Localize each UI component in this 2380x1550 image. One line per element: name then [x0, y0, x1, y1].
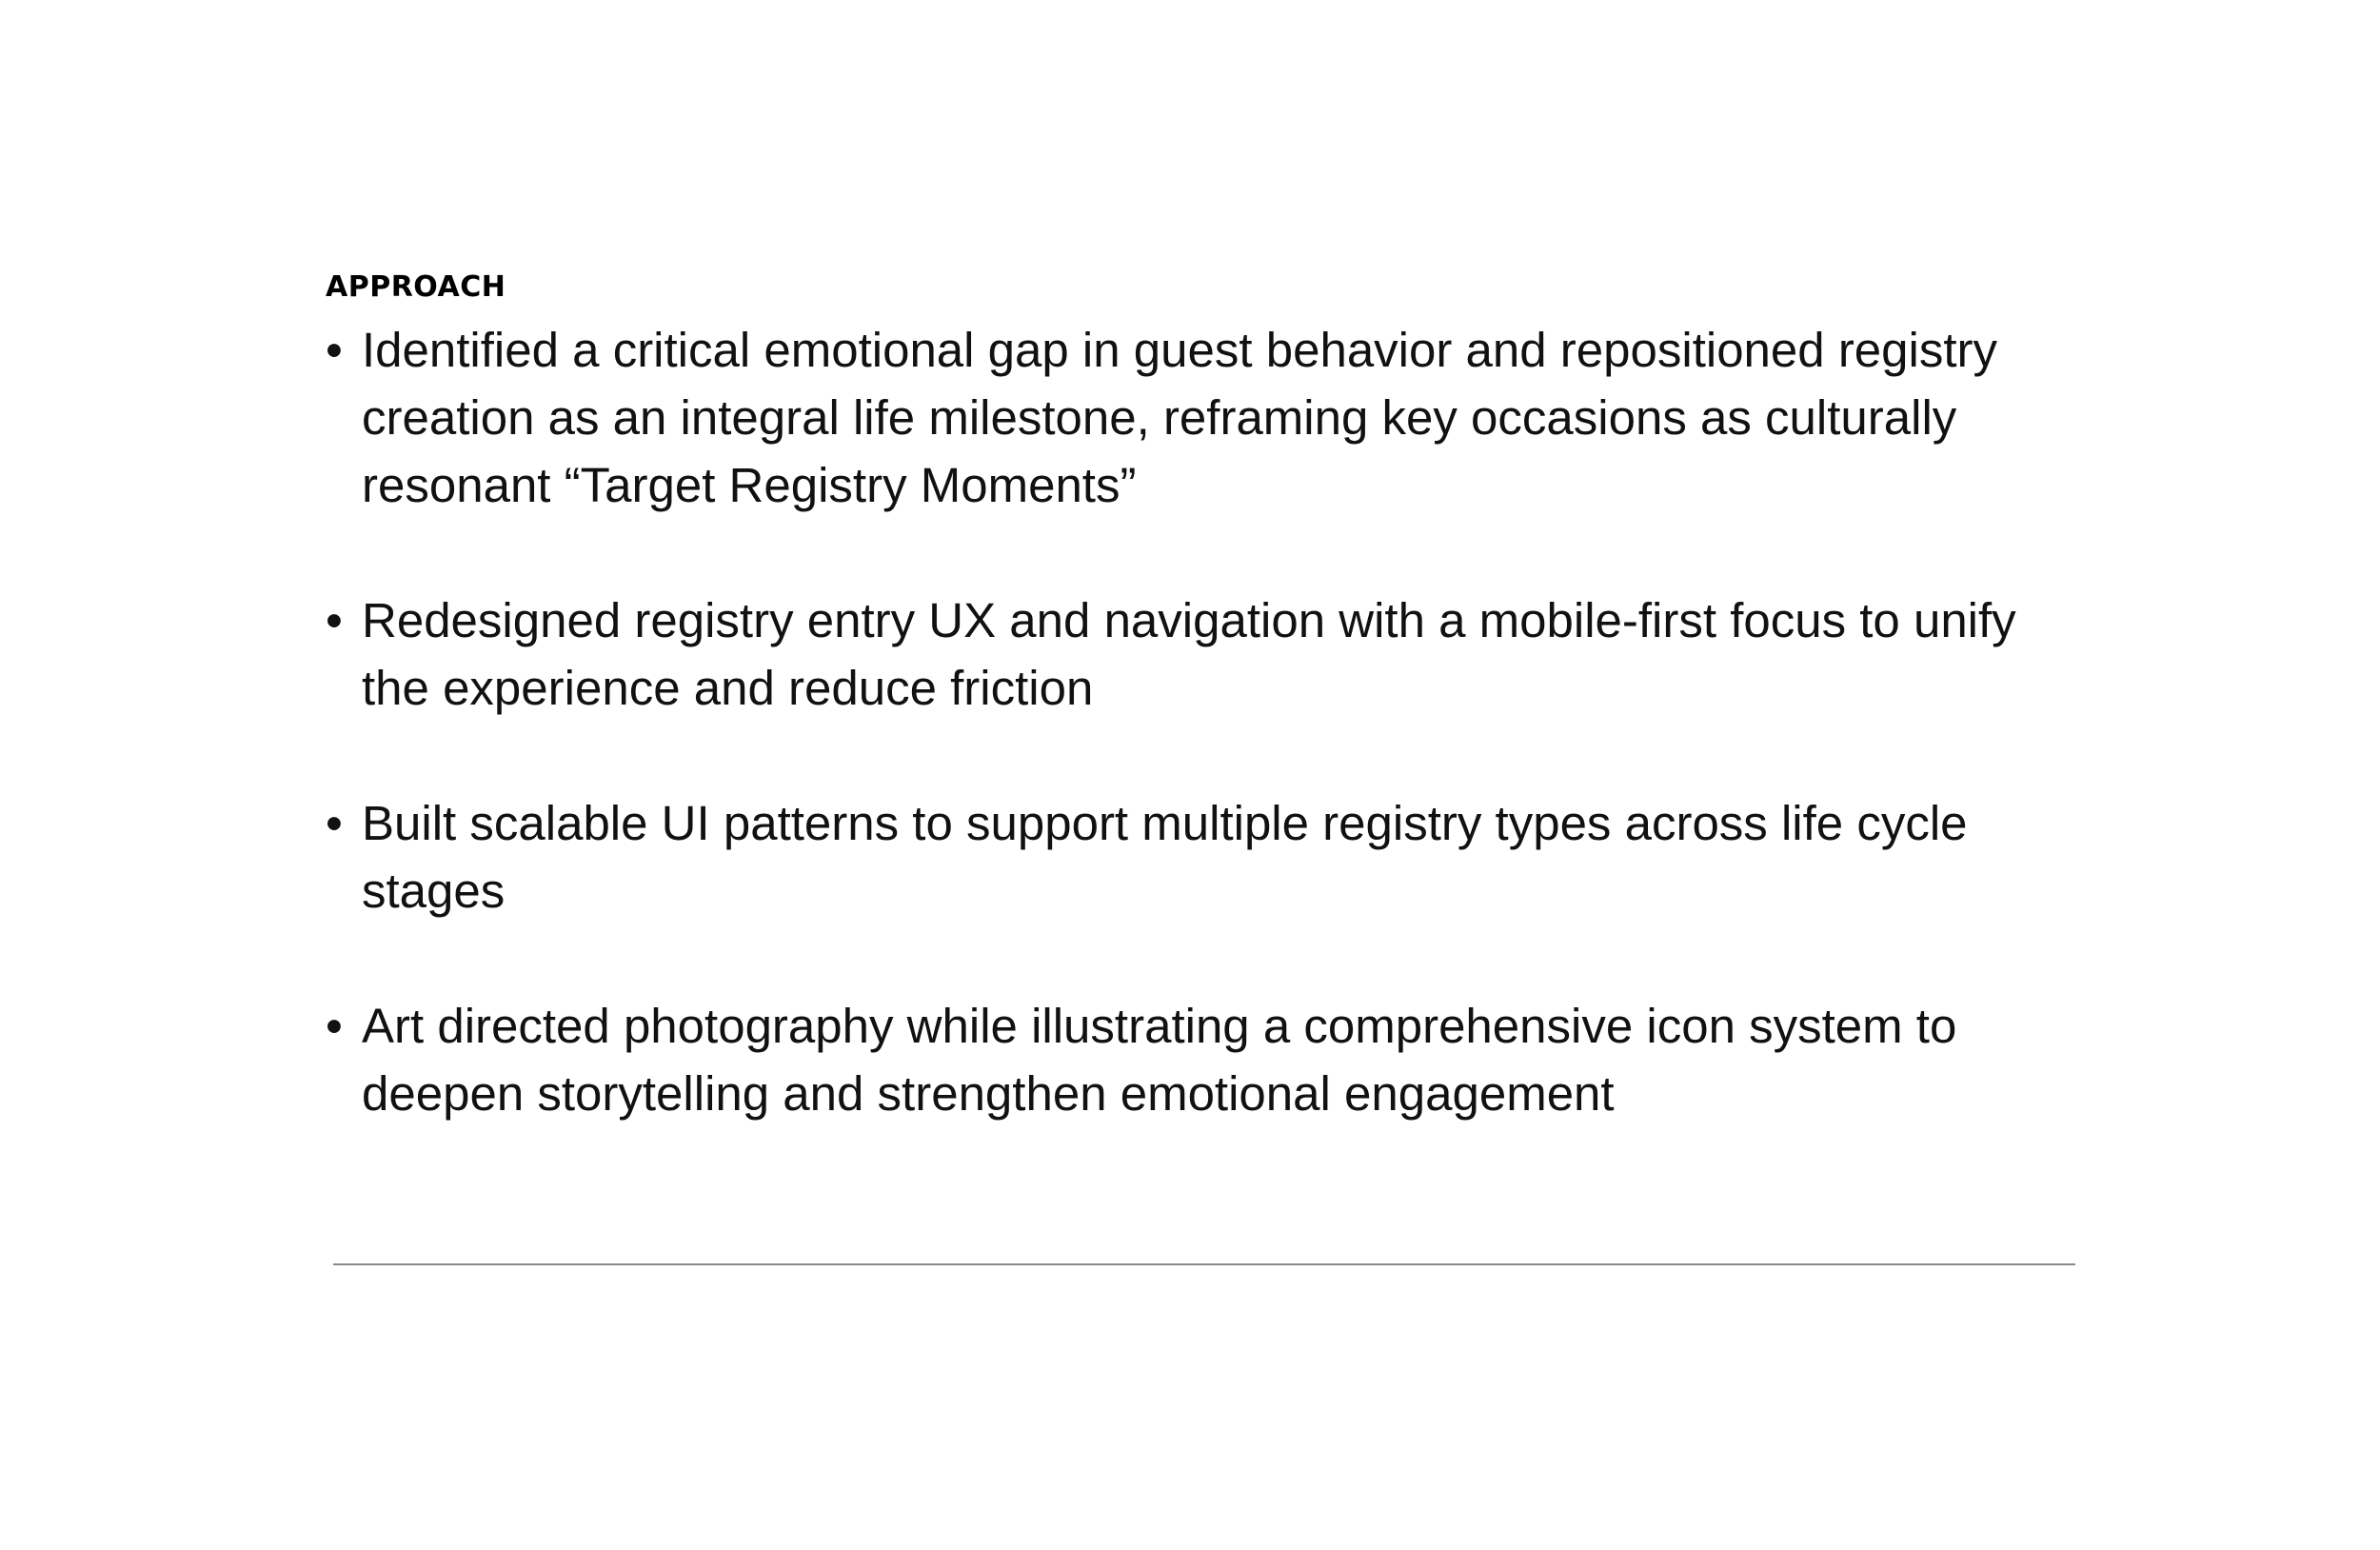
bullet-text: Art directed photography while illustrating a comprehensive icon system to deepen storytelling and strengthen emotional engagement: [362, 999, 1957, 1121]
bullet-text: Identified a critical emotional gap in guest behavior and repositioned registry creation as an integral life milestone, reframing key occasions as culturally resonant “Target Registry Moments”: [362, 323, 1998, 512]
approach-bullet-list: [326, 316, 2077, 1127]
bullet-icon: •: [326, 796, 343, 850]
horizontal-divider: [333, 1263, 2075, 1265]
bullet-icon: •: [326, 323, 343, 377]
bullet-text: Redesigned registry entry UX and navigation with a mobile-first focus to unify the experience and reduce friction: [362, 593, 2016, 715]
section-heading: APPROACH: [326, 270, 506, 304]
bullet-item-art-direction: [326, 992, 2077, 1127]
bullet-icon: •: [326, 593, 343, 647]
bullet-item-redesigned-ux: [326, 586, 2077, 722]
bullet-item-scalable-patterns: [326, 789, 2077, 924]
bullet-text: Built scalable UI patterns to support multiple registry types across life cycle stages: [362, 796, 1968, 918]
bullet-item-emotional-gap: [326, 316, 2077, 519]
bullet-icon: •: [326, 999, 343, 1053]
approach-section: [326, 265, 2077, 1127]
